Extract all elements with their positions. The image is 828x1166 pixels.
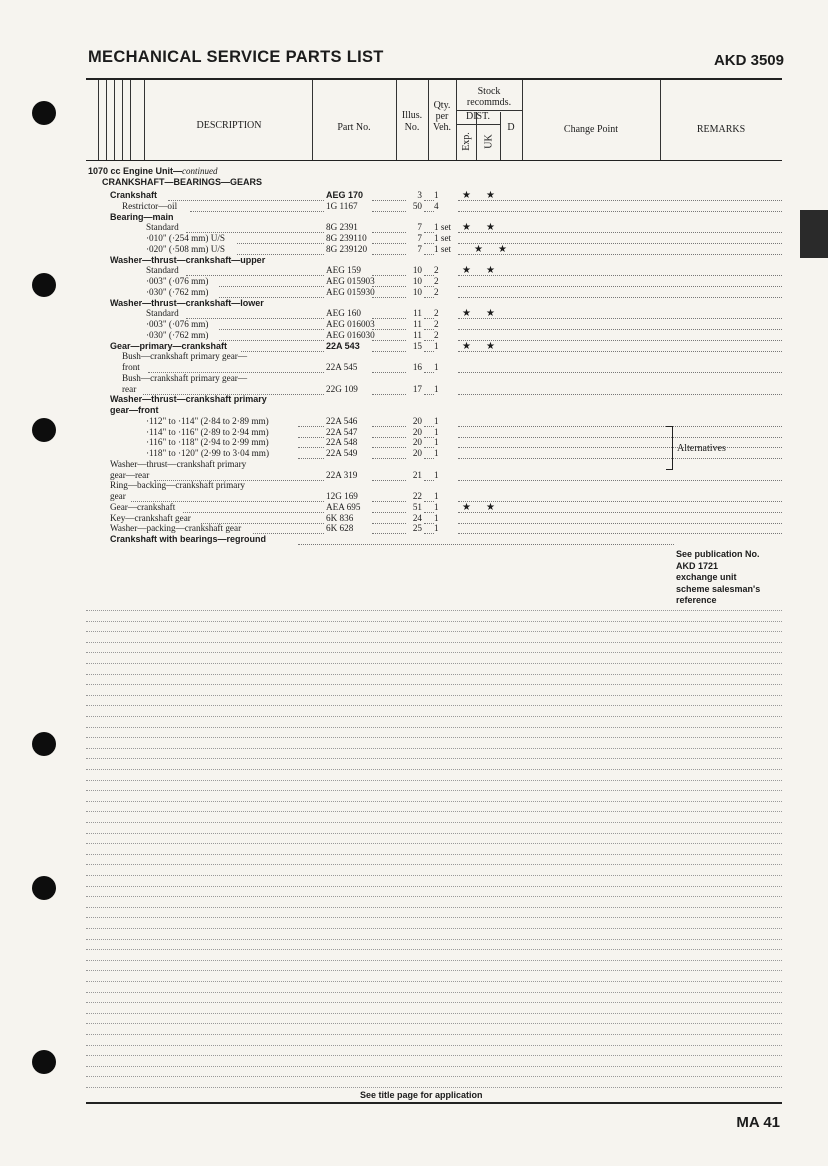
- part-description: gear—rear: [110, 469, 150, 480]
- table-row: [0, 190, 828, 201]
- blank-rule: [86, 620, 782, 622]
- stock-star-icon: ★: [462, 340, 471, 352]
- illus-no: 20: [412, 437, 422, 448]
- part-number: 12G 169: [326, 491, 358, 501]
- group-heading: CRANKSHAFT—BEARINGS—GEARS: [102, 177, 263, 187]
- blank-rule: [86, 1086, 782, 1088]
- qty: 1: [434, 491, 439, 501]
- alternatives-note: Alternatives: [677, 443, 726, 454]
- part-number: 22A 549: [326, 448, 358, 458]
- illus-no: 51: [412, 501, 422, 512]
- table-row: [0, 233, 828, 244]
- footer-rule: [86, 1102, 782, 1104]
- qty: 1: [434, 426, 439, 437]
- table-row: [0, 405, 828, 416]
- part-description: Crankshaft with bearings—reground: [110, 534, 267, 544]
- blank-rule: [86, 821, 782, 823]
- table-row: [0, 394, 828, 405]
- table-row: [0, 287, 828, 298]
- footnote: See title page for application: [360, 1090, 483, 1100]
- qty: 2: [434, 329, 439, 340]
- stock-star-icon: ★: [462, 190, 471, 201]
- table-row: [0, 491, 828, 502]
- table-row: [0, 265, 828, 276]
- qty: 1 set: [434, 222, 452, 233]
- blank-rule: [86, 726, 782, 728]
- part-number: AEG 160: [326, 308, 361, 319]
- qty: 1: [434, 512, 439, 523]
- illus-no: 7: [417, 233, 422, 243]
- col-part-no: Part No.: [337, 122, 371, 133]
- blank-rule: [86, 991, 782, 993]
- part-description: Key—crankshaft gear: [110, 512, 191, 523]
- blank-rule: [86, 662, 782, 664]
- blank-rule: [86, 916, 782, 918]
- part-description: Standard: [146, 308, 179, 319]
- table-row: [0, 427, 828, 438]
- part-description: Washer—packing—crankshaft gear: [110, 523, 242, 534]
- part-description: ·116" to ·118" (2·94 to 2·99 mm): [146, 437, 269, 448]
- qty: 2: [434, 265, 439, 276]
- part-number: 8G 239110: [326, 233, 367, 243]
- table-row: [0, 330, 828, 341]
- col-illus: Illus.: [401, 110, 423, 121]
- part-description: Bush—crankshaft primary gear—: [122, 372, 248, 383]
- blank-rule: [86, 906, 782, 908]
- col-change-point: Change Point: [563, 124, 619, 135]
- illus-no: 11: [413, 308, 422, 319]
- part-description: ·114" to ·116" (2·89 to 2·94 mm): [146, 426, 269, 437]
- part-description: Ring—backing—crankshaft primary: [110, 480, 245, 491]
- blank-rule: [86, 715, 782, 717]
- part-description: ·003" (·076 mm): [146, 319, 209, 329]
- blank-rule: [86, 694, 782, 696]
- blank-rule: [86, 768, 782, 770]
- blank-rule: [86, 789, 782, 791]
- binder-hole: [32, 876, 56, 900]
- part-description: Washer—thrust—crankshaft primary: [110, 458, 247, 469]
- table-row: [0, 298, 828, 309]
- blank-rule: [86, 885, 782, 887]
- part-number: 22A 546: [326, 415, 358, 426]
- illus-no: 20: [412, 448, 422, 458]
- qty: 1: [434, 190, 439, 200]
- blank-rule: [86, 757, 782, 759]
- stock-star-icon: ★: [462, 308, 471, 320]
- illus-no: 10: [412, 276, 422, 286]
- stock-star-icon: ★: [486, 340, 495, 352]
- col-recommds: recommds.: [466, 97, 512, 108]
- blank-rule: [86, 736, 782, 738]
- col-stock: Stock: [477, 86, 501, 97]
- table-row: [0, 362, 828, 373]
- table-row: [0, 351, 828, 362]
- part-description: Washer—thrust—crankshaft—upper: [110, 254, 266, 265]
- part-number: 1G 1167: [326, 200, 358, 211]
- blank-rule: [86, 853, 782, 855]
- table-row: [0, 212, 828, 223]
- stock-star-icon: ★: [462, 265, 471, 277]
- col-qty: Qty.: [433, 100, 451, 111]
- part-description: Bearing—main: [110, 211, 174, 222]
- illus-no: 22: [412, 491, 422, 501]
- table-row: [0, 244, 828, 255]
- stock-star-icon: ★: [462, 222, 471, 234]
- qty: 4: [434, 200, 439, 211]
- binder-hole: [32, 1050, 56, 1074]
- blank-rule: [86, 842, 782, 844]
- table-row: [0, 523, 828, 534]
- col-dist: DIST.: [466, 111, 490, 122]
- blank-rule: [86, 1044, 782, 1046]
- qty: 1: [434, 383, 439, 394]
- part-number: AEG 016003: [326, 319, 375, 329]
- part-description: ·030" (·762 mm): [146, 329, 209, 340]
- section-heading: 1070 cc Engine Unit—continued: [88, 166, 218, 176]
- illus-no: 11: [413, 329, 422, 340]
- table-row: [0, 201, 828, 212]
- table-row: [0, 459, 828, 470]
- table-row: [0, 416, 828, 427]
- blank-rule: [86, 959, 782, 961]
- page-number: MA 41: [736, 1114, 780, 1131]
- part-number: 8G 2391: [326, 222, 358, 233]
- blank-rule: [86, 651, 782, 653]
- blank-rule: [86, 948, 782, 950]
- part-number: 22A 545: [326, 362, 358, 372]
- illus-no: 21: [412, 469, 422, 480]
- qty: 1: [434, 340, 439, 351]
- binder-hole: [32, 101, 56, 125]
- illus-no: 17: [412, 383, 422, 394]
- col-illus-no: No.: [404, 122, 420, 133]
- part-description: gear—front: [110, 405, 159, 415]
- stock-star-icon: ★: [474, 243, 483, 255]
- qty: 1: [434, 469, 439, 480]
- stock-star-icon: ★: [486, 308, 495, 320]
- part-number: AEG 015903: [326, 276, 375, 286]
- part-description: Crankshaft: [110, 190, 158, 200]
- stock-star-icon: ★: [498, 243, 507, 255]
- illus-no: 50: [412, 200, 422, 211]
- part-description: Standard: [146, 222, 179, 233]
- blank-rule: [86, 747, 782, 749]
- blank-rule: [86, 704, 782, 706]
- blank-rule: [86, 609, 782, 611]
- part-number: AEA 695: [326, 501, 361, 512]
- stock-star-icon: ★: [486, 222, 495, 234]
- part-number: 8G 239120: [326, 243, 368, 254]
- col-exp: Exp.: [460, 132, 472, 151]
- blank-rule: [86, 895, 782, 897]
- stock-star-icon: ★: [486, 501, 495, 513]
- illus-no: 24: [412, 512, 422, 523]
- part-number: 6K 836: [326, 512, 354, 523]
- blank-rule: [86, 1033, 782, 1035]
- table-row: [0, 308, 828, 319]
- part-number: 6K 628: [326, 523, 354, 534]
- binder-hole: [32, 732, 56, 756]
- part-description: ·020" (·508 mm) U/S: [146, 243, 226, 254]
- blank-rule: [86, 683, 782, 685]
- part-description: Standard: [146, 265, 179, 276]
- table-row: [0, 470, 828, 481]
- part-description: Bush—crankshaft primary gear—: [122, 351, 248, 362]
- illus-no: 16: [412, 362, 422, 372]
- illus-no: 20: [412, 426, 422, 437]
- part-description: ·010" (·254 mm) U/S: [146, 233, 226, 243]
- part-description: ·003" (·076 mm): [146, 276, 209, 286]
- table-row: [0, 341, 828, 352]
- column-header: [86, 80, 782, 161]
- part-description: Gear—crankshaft: [110, 501, 176, 512]
- qty: 2: [434, 319, 439, 329]
- qty: 1: [434, 448, 439, 458]
- blank-rule: [86, 1001, 782, 1003]
- stock-star-icon: ★: [486, 265, 495, 277]
- col-qty-veh: Veh.: [432, 122, 452, 133]
- table-row: [0, 255, 828, 266]
- qty: 1: [434, 437, 439, 448]
- part-description: rear: [122, 383, 137, 394]
- part-number: 22A 547: [326, 426, 358, 437]
- blank-rule: [86, 969, 782, 971]
- qty: 2: [434, 276, 439, 286]
- blank-rule: [86, 1022, 782, 1024]
- qty: 1: [434, 362, 439, 372]
- part-number: AEG 159: [326, 265, 361, 276]
- table-row: [0, 319, 828, 330]
- illus-no: 10: [412, 265, 422, 276]
- qty: 1: [434, 415, 439, 426]
- col-uk: UK: [483, 134, 495, 149]
- part-description: Washer—thrust—crankshaft primary: [110, 394, 267, 405]
- document-code: AKD 3509: [713, 52, 784, 69]
- table-row: [0, 384, 828, 395]
- blank-rule: [86, 641, 782, 643]
- blank-rule: [86, 832, 782, 834]
- part-description: ·112" to ·114" (2·84 to 2·89 mm): [146, 415, 269, 426]
- part-number: AEG 016030: [326, 329, 375, 340]
- col-qty-per: per: [435, 111, 449, 122]
- part-description: ·118" to ·120" (2·99 to 3·04 mm): [146, 448, 270, 458]
- table-row: [0, 222, 828, 233]
- part-description: gear: [110, 491, 126, 501]
- part-number: AEG 015930: [326, 286, 375, 297]
- qty: 1: [434, 523, 439, 534]
- blank-rule: [86, 630, 782, 632]
- blank-rule: [86, 1054, 782, 1056]
- qty: 1 set: [434, 243, 452, 254]
- part-number: 22A 543: [326, 340, 360, 351]
- blank-rule: [86, 673, 782, 675]
- part-description: ·030" (·762 mm): [146, 286, 209, 297]
- table-row: [0, 534, 828, 545]
- table-row: [0, 480, 828, 491]
- table-row: [0, 276, 828, 287]
- table-row: [0, 502, 828, 513]
- blank-rule: [86, 800, 782, 802]
- part-number: 22A 319: [326, 469, 358, 480]
- part-number: AEG 170: [326, 190, 364, 200]
- part-number: 22A 548: [326, 437, 358, 448]
- blank-rule: [86, 810, 782, 812]
- blank-rule: [86, 938, 782, 940]
- blank-rule: [86, 1065, 782, 1067]
- illus-no: 7: [417, 243, 422, 254]
- blank-rule: [86, 863, 782, 865]
- col-remarks: REMARKS: [696, 124, 746, 135]
- stock-star-icon: ★: [462, 501, 471, 513]
- col-d: D: [507, 122, 515, 133]
- part-number: 22G 109: [326, 383, 358, 394]
- table-row: [0, 513, 828, 524]
- part-description: Gear—primary—crankshaft: [110, 340, 228, 351]
- stock-star-icon: ★: [486, 190, 495, 201]
- blank-rule: [86, 874, 782, 876]
- qty: 1: [434, 501, 439, 512]
- blank-rule: [86, 980, 782, 982]
- illus-no: 10: [412, 286, 422, 297]
- qty: 1 set: [434, 233, 452, 243]
- illus-no: 11: [413, 319, 422, 329]
- remarks-note: See publication No. AKD 1721 exchange unit scheme salesman's reference: [676, 549, 761, 605]
- qty: 2: [434, 286, 439, 297]
- col-description: DESCRIPTION: [196, 120, 262, 131]
- table-row: [0, 373, 828, 384]
- page-title: MECHANICAL SERVICE PARTS LIST: [88, 48, 384, 66]
- illus-no: 25: [412, 523, 422, 534]
- illus-no: 3: [417, 190, 422, 200]
- illus-no: 20: [412, 415, 422, 426]
- blank-rule: [86, 779, 782, 781]
- blank-rule: [86, 927, 782, 929]
- illus-no: 15: [412, 340, 422, 351]
- part-description: front: [122, 362, 140, 372]
- alternatives-bracket: [666, 426, 673, 470]
- blank-rule: [86, 1075, 782, 1077]
- qty: 2: [434, 308, 439, 319]
- part-description: Washer—thrust—crankshaft—lower: [110, 297, 264, 308]
- illus-no: 7: [417, 222, 422, 233]
- blank-rule: [86, 1012, 782, 1014]
- part-description: Restrictor—oil: [122, 200, 178, 211]
